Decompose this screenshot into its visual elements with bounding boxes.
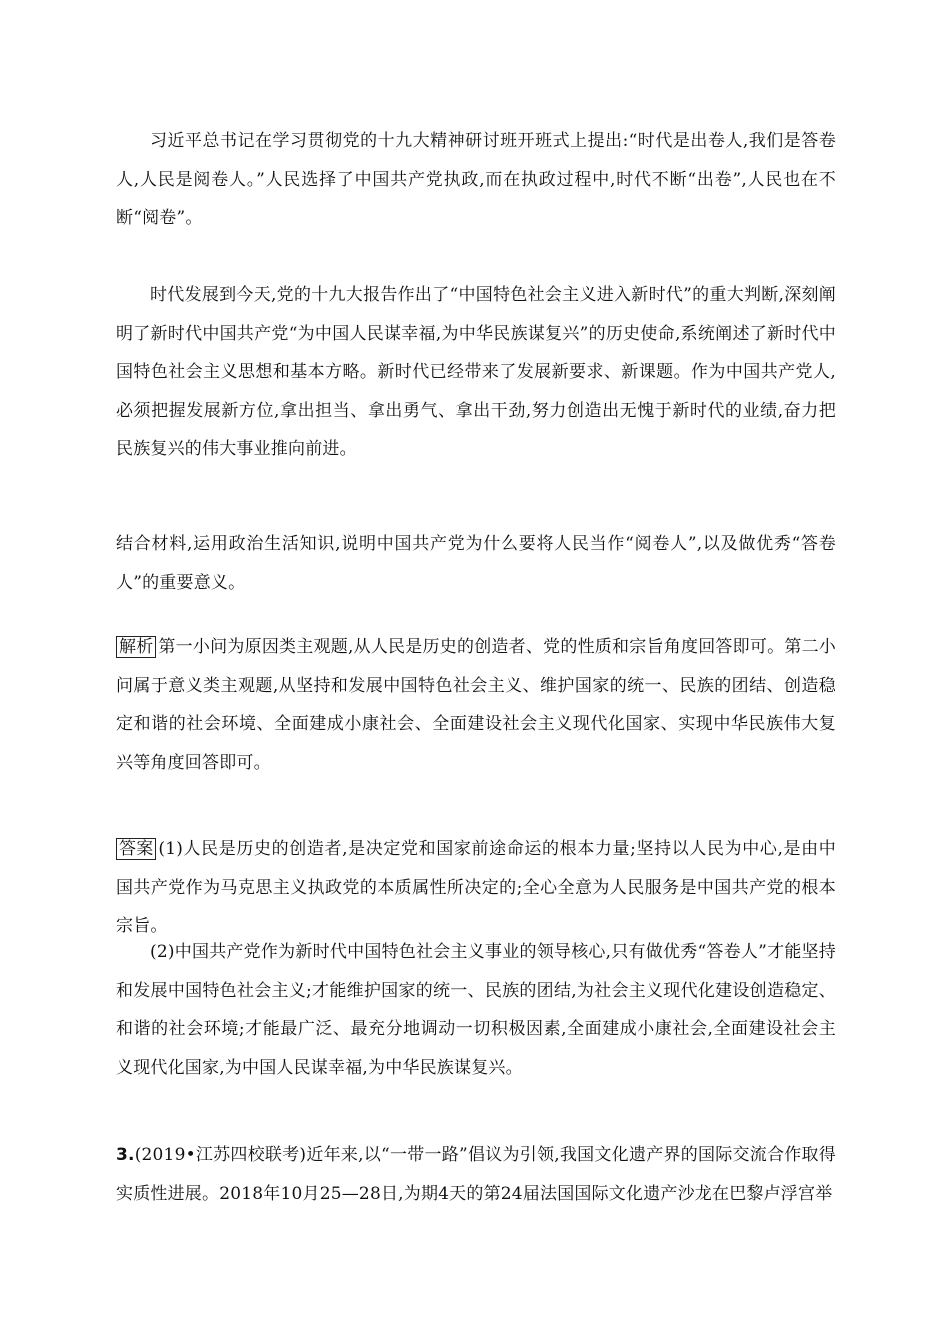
answer-tag: 答案: [116, 838, 156, 860]
answer-part-1: [116, 830, 836, 946]
material-paragraph-2: 时代发展到今天,党的十九大报告作出了“中国特色社会主义进入新时代”的重大判断,深刻阐明了新时代中国共产党“为中国人民谋幸福,为中华民族谋复兴”的历史使命,系统阐述了新时代中国特色社会主义思想和基本方略。新时代已经带来了发展新要求、新课题。作为中国共产党人,必须把握发展新方位,拿出担当、拿出勇气、拿出干劲,努力创造出无愧于新时代的业绩,奋力把民族复兴的伟大事业推向前进。: [116, 285, 836, 459]
answer-part-2: (2)中国共产党作为新时代中国特色社会主义事业的领导核心,只有做优秀“答卷人”才能坚持和发展中国特色社会主义;才能维护国家的统一、民族的团结,为社会主义现代化建设创造稳定、和谐的社会环境;才能最广泛、最充分地调动一切积极因素,全面建成小康社会,全面建设社会主义现代化国家,为中国人民谋幸福,为中华民族谋复兴。: [116, 942, 836, 1078]
answer-part-1-text: (1)人民是历史的创造者,是决定党和国家前途命运的根本力量;坚持以人民为中心,是由中国共产党作为马克思主义执政党的本质属性所决定的;全心全意为人民服务是中国共产党的根本宗旨。: [116, 839, 836, 936]
next-question: [116, 1136, 836, 1213]
question-number: 3.: [116, 1145, 135, 1165]
material-paragraph-1: 习近平总书记在学习贯彻党的十九大精神研讨班开班式上提出:“时代是出卷人,我们是答卷人,人民是阅卷人。”人民选择了中国共产党执政,而在执政过程中,时代不断“出卷”,人民也在不断“阅卷”。: [116, 131, 836, 228]
analysis-tag: 解析: [116, 636, 156, 658]
analysis-text: 第一小问为原因类主观题,从人民是历史的创造者、党的性质和宗旨角度回答即可。第二小问属于意义类主观题,从坚持和发展中国特色社会主义、维护国家的统一、民族的团结、创造稳定和谐的社会环境、全面建成小康社会、全面建设社会主义现代化国家、实现中华民族伟大复兴等角度回答即可。: [116, 637, 836, 773]
question-text: 结合材料,运用政治生活知识,说明中国共产党为什么要将人民当作“阅卷人”,以及做优秀“答卷人”的重要意义。: [116, 534, 836, 593]
analysis-paragraph: [116, 628, 836, 782]
next-question-text: (2019•江苏四校联考)近年来,以“一带一路”倡议为引领,我国文化遗产界的国际交流合作取得实质性进展。2018年10月25—28日,为期4天的第24届法国国际文化遗产沙龙在巴黎卢浮宫举: [116, 1145, 836, 1204]
